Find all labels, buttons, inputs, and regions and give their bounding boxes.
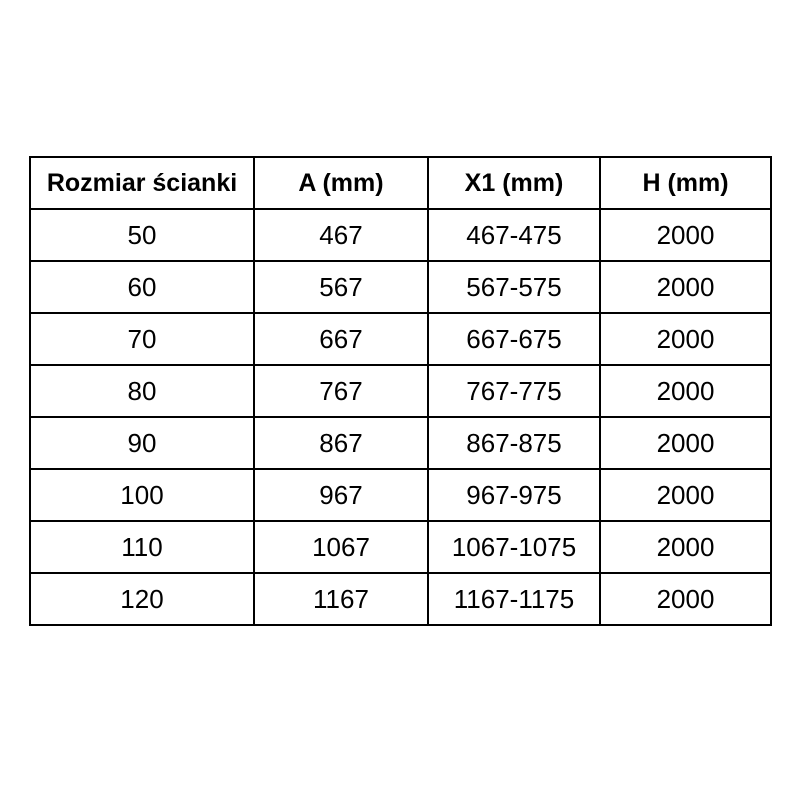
table-row — [30, 261, 771, 313]
table-row — [30, 469, 771, 521]
column-header-rozmiar-scianki: Rozmiar ścianki — [30, 157, 254, 209]
header-row — [30, 157, 771, 209]
table-cell-x1: 767-775 — [428, 365, 600, 417]
table-cell-a: 467 — [254, 209, 428, 261]
table-cell-a: 567 — [254, 261, 428, 313]
table-row — [30, 365, 771, 417]
column-header-a-mm: A (mm) — [254, 157, 428, 209]
table-cell-size: 50 — [30, 209, 254, 261]
table-row — [30, 209, 771, 261]
column-header-x1-mm: X1 (mm) — [428, 157, 600, 209]
table-cell-h: 2000 — [600, 313, 771, 365]
table-cell-x1: 667-675 — [428, 313, 600, 365]
table-cell-x1: 967-975 — [428, 469, 600, 521]
table-cell-size: 70 — [30, 313, 254, 365]
table-cell-a: 867 — [254, 417, 428, 469]
table-cell-x1: 1067-1075 — [428, 521, 600, 573]
table-cell-x1: 867-875 — [428, 417, 600, 469]
table-row — [30, 521, 771, 573]
table-cell-h: 2000 — [600, 469, 771, 521]
table-cell-size: 110 — [30, 521, 254, 573]
table-cell-a: 1167 — [254, 573, 428, 625]
size-spec-table — [29, 156, 772, 626]
table-cell-h: 2000 — [600, 573, 771, 625]
table-cell-size: 60 — [30, 261, 254, 313]
table-cell-x1: 1167-1175 — [428, 573, 600, 625]
table-cell-x1: 567-575 — [428, 261, 600, 313]
table-cell-size: 90 — [30, 417, 254, 469]
table-cell-size: 80 — [30, 365, 254, 417]
table-row — [30, 417, 771, 469]
table-cell-h: 2000 — [600, 521, 771, 573]
size-spec-table-container — [29, 156, 772, 626]
table-cell-h: 2000 — [600, 261, 771, 313]
table-cell-size: 100 — [30, 469, 254, 521]
column-header-h-mm: H (mm) — [600, 157, 771, 209]
table-cell-size: 120 — [30, 573, 254, 625]
table-cell-h: 2000 — [600, 417, 771, 469]
table-cell-a: 967 — [254, 469, 428, 521]
table-cell-a: 667 — [254, 313, 428, 365]
table-row — [30, 313, 771, 365]
table-row — [30, 573, 771, 625]
table-cell-x1: 467-475 — [428, 209, 600, 261]
table-cell-a: 767 — [254, 365, 428, 417]
table-cell-a: 1067 — [254, 521, 428, 573]
table-cell-h: 2000 — [600, 209, 771, 261]
table-cell-h: 2000 — [600, 365, 771, 417]
